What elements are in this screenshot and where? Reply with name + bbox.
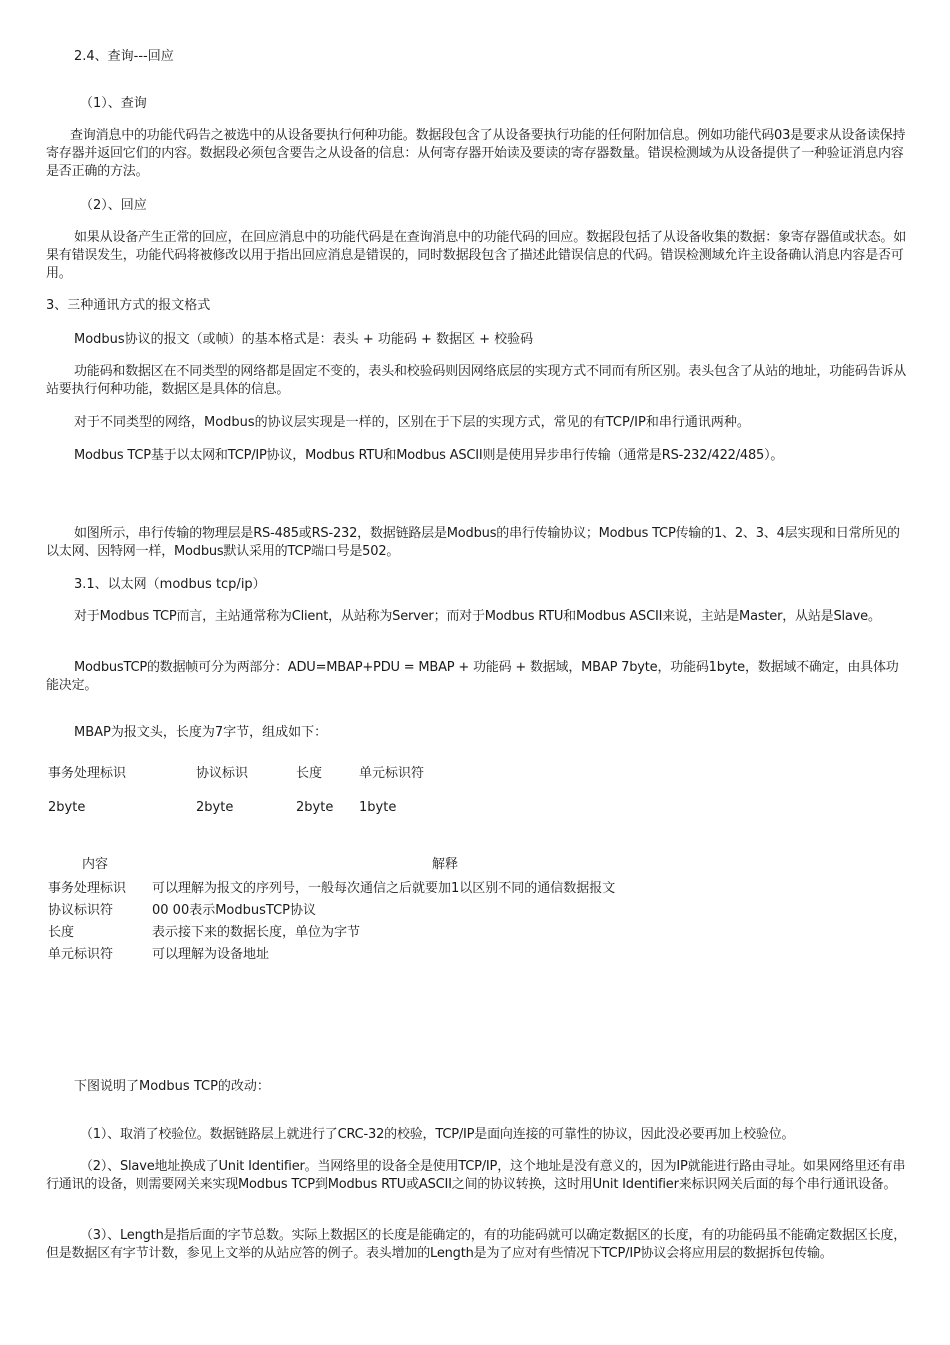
changes-intro: 下图说明了Modbus TCP的改动： bbox=[74, 1079, 270, 1094]
explain-row-name: 协议标识符 bbox=[48, 903, 114, 918]
section-3-heading: 3、三种通讯方式的报文格式 bbox=[46, 298, 211, 313]
explain-table-header-content: 内容 bbox=[82, 857, 109, 872]
mbap-field-name: 单元标识符 bbox=[359, 766, 425, 781]
adu-paragraph: ModbusTCP的数据帧可分为两部分：ADU=MBAP+PDU = MBAP + 功能码 + 数据域，MBAP 7byte，功能码1byte，数据域不确定，由具体功能决定。 bbox=[46, 660, 899, 693]
section-3-1-heading: 3.1、以太网（modbus tcp/ip） bbox=[74, 577, 266, 592]
mbap-field-name: 长度 bbox=[296, 766, 323, 781]
explain-table-header-explain: 解释 bbox=[432, 857, 459, 872]
mbap-field-size: 1byte bbox=[359, 800, 397, 815]
change-2-paragraph: （2）、Slave地址换成了Unit Identifier。当网络里的设备全是使用TCP/IP，这个地址是没有意义的，因为IP就能进行路由寻址。如果网络里还有串行通讯的设备，则需要网关来实现Modbus TCP到Modbus RTU或ASCII之间的协议转换，这时用Unit Identifier来标识网关后面的每个串行通讯设备。 bbox=[46, 1159, 906, 1192]
mbap-field-name: 协议标识 bbox=[196, 766, 249, 781]
change-1-paragraph: （1）、取消了校验位。数据链路层上就进行了CRC-32的校验，TCP/IP是面向连接的可靠性的协议，因此没必要再加上校验位。 bbox=[80, 1127, 795, 1142]
section-2-4-heading: 2.4、查询---回应 bbox=[74, 49, 174, 64]
client-server-paragraph: 对于Modbus TCP而言，主站通常称为Client，从站称为Server；而对于Modbus RTU和Modbus ASCII来说，主站是Master，从站是Slave。 bbox=[74, 609, 881, 624]
response-paragraph: 如果从设备产生正常的回应，在回应消息中的功能代码是在查询消息中的功能代码的回应。数据段包括了从设备收集的数据：象寄存器值或状态。如果有错误发生，功能代码将被修改以用于指出回应消息是错误的，同时数据段包含了描述此错误信息的代码。错误检测域允许主设备确认消息内容是否可用。 bbox=[46, 230, 907, 281]
change-3-paragraph: （3）、Length是指后面的字节总数。实际上数据区的长度是能确定的，有的功能码就可以确定数据区的长度，有的功能码虽不能确定数据区长度，但是数据区有字节计数，参见上文举的从站应答的例子。表头增加的Length是为了应对有些情况下TCP/IP协议会将应用层的数据拆包传输。 bbox=[46, 1228, 907, 1261]
network-types-paragraph: 对于不同类型的网络，Modbus的协议层实现是一样的，区别在于下层的实现方式，常见的有TCP/IP和串行通讯两种。 bbox=[74, 415, 750, 430]
tcp-rtu-ascii-paragraph: Modbus TCP基于以太网和TCP/IP协议，Modbus RTU和Modbus ASCII则是使用异步串行传输（通常是RS-232/422/485）。 bbox=[74, 448, 784, 463]
query-heading: （1）、查询 bbox=[80, 96, 147, 111]
mbap-intro: MBAP为报文头，长度为7字节，组成如下： bbox=[74, 725, 328, 740]
mbap-field-size: 2byte bbox=[48, 800, 86, 815]
mbap-field-name: 事务处理标识 bbox=[48, 766, 127, 781]
explain-row-desc: 可以理解为报文的序列号，一般每次通信之后就要加1以区别不同的通信数据报文 bbox=[152, 881, 616, 896]
explain-row-name: 单元标识符 bbox=[48, 947, 114, 962]
header-description-paragraph: 功能码和数据区在不同类型的网络都是固定不变的，表头和校验码则因网络底层的实现方式不同而有所区别。表头包含了从站的地址，功能码告诉从站要执行何种功能，数据区是具体的信息。 bbox=[46, 364, 907, 397]
explain-row-desc: 00 00表示ModbusTCP协议 bbox=[152, 903, 316, 918]
mbap-field-size: 2byte bbox=[196, 800, 234, 815]
response-heading: （2）、回应 bbox=[80, 198, 147, 213]
query-paragraph: 查询消息中的功能代码告之被选中的从设备要执行何种功能。数据段包含了从设备要执行功能的任何附加信息。例如功能代码03是要求从设备读保持寄存器并返回它们的内容。数据段必须包含要告之从设备的信息：从何寄存器开始读及要读的寄存器数量。错误检测域为从设备提供了一种验证消息内容是否正确的方法。 bbox=[46, 128, 906, 179]
explain-row-desc: 可以理解为设备地址 bbox=[152, 947, 270, 962]
explain-row-name: 事务处理标识 bbox=[48, 881, 127, 896]
explain-row-desc: 表示接下来的数据长度，单位为字节 bbox=[152, 925, 361, 940]
explain-row-name: 长度 bbox=[48, 925, 75, 940]
mbap-field-size: 2byte bbox=[296, 800, 334, 815]
frame-format-paragraph: Modbus协议的报文（或帧）的基本格式是：表头 + 功能码 + 数据区 + 校验码 bbox=[74, 332, 534, 347]
layers-paragraph: 如图所示，串行传输的物理层是RS-485或RS-232，数据链路层是Modbus的串行传输协议；Modbus TCP传输的1、2、3、4层实现和日常所见的以太网、因特网一样，Modbus默认采用的TCP端口号是502。 bbox=[46, 526, 900, 559]
